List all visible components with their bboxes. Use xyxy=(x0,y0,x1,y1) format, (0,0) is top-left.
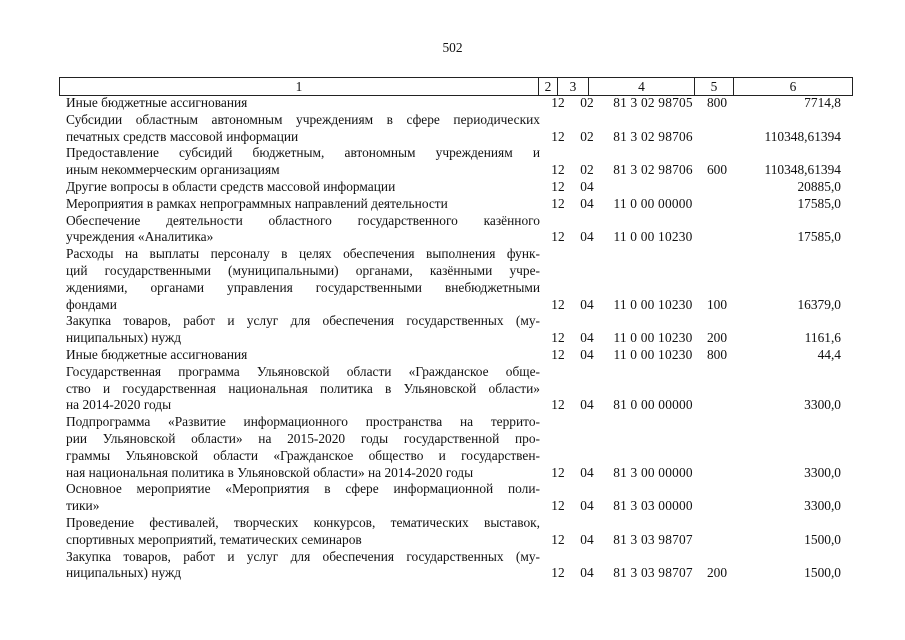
row-name xyxy=(66,145,540,179)
row-expense-type: 600 xyxy=(706,162,728,178)
row-name-line: Иные бюджетные ассигнования xyxy=(66,95,248,110)
row-amount: 17585,0 xyxy=(797,229,841,245)
row-name-line: ниципальных) нужд xyxy=(66,330,182,346)
row-subsection: 04 xyxy=(580,565,594,581)
page-number: 502 xyxy=(442,40,463,55)
row-section: 12 xyxy=(551,128,565,144)
row-name xyxy=(66,196,540,213)
row-target-article: 81 3 03 98707 xyxy=(613,531,693,547)
row-name xyxy=(66,246,540,313)
row-name xyxy=(66,364,540,414)
row-section: 12 xyxy=(551,229,565,245)
row-subsection: 04 xyxy=(580,296,594,312)
row-subsection: 02 xyxy=(580,95,594,110)
row-section: 12 xyxy=(551,531,565,547)
row-amount: 20885,0 xyxy=(797,179,841,194)
row-subsection: 04 xyxy=(580,229,594,245)
row-amount: 44,4 xyxy=(817,347,841,362)
row-expense-type: 800 xyxy=(706,95,728,110)
row-name xyxy=(66,347,540,364)
row-amount: 3300,0 xyxy=(804,498,841,514)
row-target-article: 81 3 02 98706 xyxy=(613,128,693,144)
row-expense-type: 200 xyxy=(706,565,728,581)
row-name xyxy=(66,481,540,515)
row-amount: 110348,61394 xyxy=(764,162,841,178)
row-name-line: Государственная программа Ульяновской области «Гражданское обще- xyxy=(66,363,540,379)
row-name xyxy=(66,95,540,112)
row-name-line: Основное мероприятие «Мероприятия в сфере информационной поли- xyxy=(66,481,540,497)
column-header-2: 2 xyxy=(539,78,558,96)
row-name xyxy=(66,313,540,347)
row-name-line: Подпрограмма «Развитие информационного пространства на террито- xyxy=(66,414,540,430)
row-subsection: 02 xyxy=(580,128,594,144)
row-name xyxy=(66,515,540,549)
row-name-line: ная национальная политика в Ульяновской области» на 2014-2020 годы xyxy=(66,464,474,480)
row-section: 12 xyxy=(551,347,565,362)
row-name-line: тики» xyxy=(66,498,100,514)
row-subsection: 04 xyxy=(580,179,594,194)
row-target-article: 81 3 00 00000 xyxy=(613,464,693,480)
row-amount: 16379,0 xyxy=(797,296,841,312)
row-section: 12 xyxy=(551,498,565,514)
row-amount: 110348,61394 xyxy=(764,128,841,144)
row-target-article: 11 0 00 10230 xyxy=(613,229,693,245)
column-header-1: 1 xyxy=(60,78,539,96)
row-section: 12 xyxy=(551,95,565,110)
row-name-line: ждениями, органами управления государственными внебюджетными xyxy=(66,279,540,295)
row-target-article: 81 3 03 98707 xyxy=(613,565,693,581)
row-section: 12 xyxy=(551,296,565,312)
row-name-line: ниципальных) нужд xyxy=(66,565,182,581)
row-amount: 17585,0 xyxy=(797,195,841,211)
row-name xyxy=(66,414,540,481)
row-section: 12 xyxy=(551,565,565,581)
row-amount: 3300,0 xyxy=(804,464,841,480)
row-name-line: Закупка товаров, работ и услуг для обеспечения государственных (му- xyxy=(66,313,540,329)
row-name-line: ций государственными (муниципальными) органами, казёнными учре- xyxy=(66,262,540,278)
row-expense-type: 100 xyxy=(706,296,728,312)
column-header-3: 3 xyxy=(558,78,589,96)
row-name-line: Обеспечение деятельности областного государственного казённого xyxy=(66,212,540,228)
row-name-line: на 2014-2020 годы xyxy=(66,397,172,413)
row-name-line: иным некоммерческим организациям xyxy=(66,162,280,178)
row-name-line: рии Ульяновской области» на 2015-2020 годы государственной про- xyxy=(66,430,540,446)
row-section: 12 xyxy=(551,330,565,346)
row-name xyxy=(66,549,540,583)
row-name xyxy=(66,179,540,196)
row-subsection: 04 xyxy=(580,330,594,346)
row-name-line: Иные бюджетные ассигнования xyxy=(66,347,248,362)
row-target-article: 81 3 02 98705 xyxy=(613,95,693,110)
row-section: 12 xyxy=(551,464,565,480)
row-expense-type: 800 xyxy=(706,347,728,362)
row-target-article: 11 0 00 10230 xyxy=(613,347,693,362)
row-name-line: граммы Ульяновской области «Гражданское общество и государствен- xyxy=(66,447,540,463)
row-name-line: Проведение фестивалей, творческих конкурсов, тематических выставок, xyxy=(66,515,540,530)
row-section: 12 xyxy=(551,195,565,211)
row-name xyxy=(66,112,540,146)
row-subsection: 04 xyxy=(580,347,594,362)
row-section: 12 xyxy=(551,179,565,194)
row-amount: 1161,6 xyxy=(804,330,841,346)
column-header-4: 4 xyxy=(589,78,695,96)
row-amount: 7714,8 xyxy=(804,95,841,110)
row-target-article: 11 0 00 10230 xyxy=(613,296,693,312)
row-name-line: учреждения «Аналитика» xyxy=(66,229,214,245)
row-section: 12 xyxy=(551,397,565,413)
row-target-article: 11 0 00 10230 xyxy=(613,330,693,346)
row-name-line: ство и государственная национальная политика в Ульяновской области» xyxy=(66,380,540,396)
row-amount: 1500,0 xyxy=(804,565,841,581)
row-target-article: 81 0 00 00000 xyxy=(613,397,693,413)
row-amount: 1500,0 xyxy=(804,531,841,547)
row-target-article: 81 3 03 00000 xyxy=(613,498,693,514)
row-name-line: Другие вопросы в области средств массовой информации xyxy=(66,179,396,194)
row-subsection: 04 xyxy=(580,498,594,514)
row-target-article: 81 3 02 98706 xyxy=(613,162,693,178)
column-header-5: 5 xyxy=(695,78,734,96)
row-name-line: Расходы на выплаты персоналу в целях обеспечения выполнения функ- xyxy=(66,246,540,262)
row-amount: 3300,0 xyxy=(804,397,841,413)
row-subsection: 02 xyxy=(580,162,594,178)
row-name-line: Закупка товаров, работ и услуг для обеспечения государственных (му- xyxy=(66,548,540,564)
row-name-line: фондами xyxy=(66,296,117,312)
row-name-line: Мероприятия в рамках непрограммных направлений деятельности xyxy=(66,195,448,211)
row-name-line: спортивных мероприятий, тематических семинаров xyxy=(66,531,362,547)
row-expense-type: 200 xyxy=(706,330,728,346)
row-subsection: 04 xyxy=(580,195,594,211)
row-name xyxy=(66,213,540,247)
row-name-line: Субсидии областным автономным учреждениям в сфере периодических xyxy=(66,111,540,127)
row-subsection: 04 xyxy=(580,531,594,547)
row-name-line: печатных средств массовой информации xyxy=(66,128,299,144)
column-header-6: 6 xyxy=(734,78,853,96)
row-name-line: Предоставление субсидий бюджетным, автономным учреждениям и xyxy=(66,145,540,161)
row-section: 12 xyxy=(551,162,565,178)
row-target-article: 11 0 00 00000 xyxy=(613,195,693,211)
row-subsection: 04 xyxy=(580,464,594,480)
row-subsection: 04 xyxy=(580,397,594,413)
